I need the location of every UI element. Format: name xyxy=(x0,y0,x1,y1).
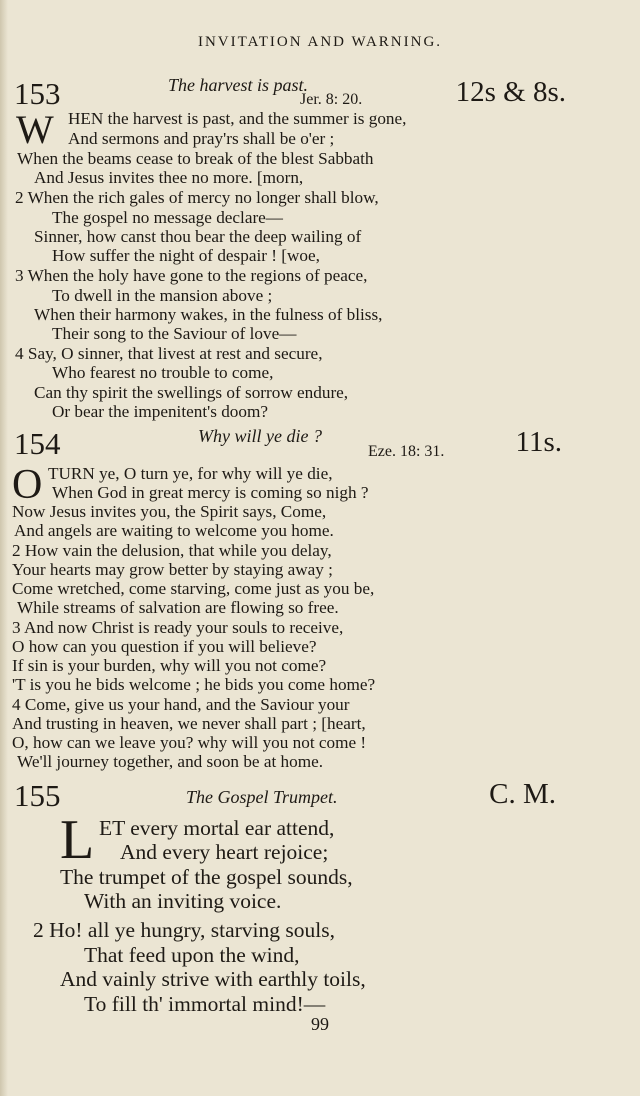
hymn-line: 2 How vain the delusion, that while you delay, xyxy=(12,541,332,560)
hymn-title: The Gospel Trumpet. xyxy=(186,787,338,807)
hymn-line: The gospel no message declare— xyxy=(52,208,283,227)
hymn-line: 'T is you he bids welcome ; he bids you come home? xyxy=(12,675,376,694)
hymn-line: 4 Say, O sinner, that livest at rest and secure, xyxy=(15,344,323,363)
hymn-line: With an inviting voice. xyxy=(84,889,282,913)
hymn-line: To fill th' immortal mind!— xyxy=(84,992,326,1016)
hymn-number: 154 xyxy=(14,426,61,461)
hymn-line: 3 When the holy have gone to the regions of peace, xyxy=(15,266,368,285)
drop-cap: W xyxy=(16,107,54,152)
hymn-line: When the beams cease to break of the blest Sabbath xyxy=(17,149,374,168)
hymn-line: O how can you question if you will believe? xyxy=(12,637,317,656)
hymn-line: While streams of salvation are flowing so free. xyxy=(17,598,339,617)
hymn-line: And trusting in heaven, we never shall part ; [heart, xyxy=(12,714,366,733)
hymn-line: How suffer the night of despair ! [woe, xyxy=(52,246,320,265)
hymn-line: ET every mortal ear attend, xyxy=(99,816,335,840)
hymn-line: Or bear the impenitent's doom? xyxy=(52,402,268,421)
drop-cap: L xyxy=(60,809,95,871)
hymn-line: Who fearest no trouble to come, xyxy=(52,363,274,382)
hymn-line: Now Jesus invites you, the Spirit says, Come, xyxy=(12,502,327,521)
page-gutter xyxy=(0,0,8,1096)
hymn-line: The trumpet of the gospel sounds, xyxy=(60,865,353,889)
section-header: INVITATION AND WARNING. xyxy=(197,34,443,50)
hymn-line: 4 Come, give us your hand, and the Saviour your xyxy=(12,695,350,714)
hymn-title: Why will ye die ? xyxy=(198,426,322,446)
hymn-line: We'll journey together, and soon be at home. xyxy=(17,752,324,771)
hymn-number: 155 xyxy=(14,778,61,813)
hymn-line: And angels are waiting to welcome you home. xyxy=(14,521,334,540)
hymn-line: Your hearts may grow better by staying away ; xyxy=(12,560,333,579)
hymn-line: Can thy spirit the swellings of sorrow endure, xyxy=(34,383,349,402)
hymn-line: Sinner, how canst thou bear the deep wailing of xyxy=(34,227,362,246)
drop-cap: O xyxy=(12,462,43,508)
page-number: 99 xyxy=(311,1014,329,1034)
hymn-number: 153 xyxy=(14,76,61,111)
hymn-line: When their harmony wakes, in the fulness of bliss, xyxy=(34,305,383,324)
hymn-line: And sermons and pray'rs shall be o'er ; xyxy=(68,129,335,148)
hymn-line: And every heart rejoice; xyxy=(120,840,329,864)
hymn-line: O, how can we leave you? why will you not come ! xyxy=(12,733,367,752)
hymn-line: TURN ye, O turn ye, for why will ye die, xyxy=(48,464,333,483)
hymn-line: 2 When the rich gales of mercy no longer shall blow, xyxy=(15,188,379,207)
hymn-meter: 12s & 8s. xyxy=(455,76,566,108)
hymn-meter: C. M. xyxy=(489,778,556,810)
hymn-line: When God in great mercy is coming so nigh ? xyxy=(52,483,369,502)
hymn-meter: 11s. xyxy=(515,426,562,458)
hymn-line: HEN the harvest is past, and the summer is gone, xyxy=(68,109,407,128)
hymn-line: And Jesus invites thee no more. [morn, xyxy=(34,168,304,187)
hymn-line: 3 And now Christ is ready your souls to receive, xyxy=(12,618,344,637)
hymn-line: 2 Ho! all ye hungry, starving souls, xyxy=(33,918,335,942)
hymn-line: If sin is your burden, why will you not come? xyxy=(12,656,327,675)
scripture-reference: Eze. 18: 31. xyxy=(368,443,445,460)
scripture-reference: Jer. 8: 20. xyxy=(300,91,363,108)
hymn-line: Their song to the Saviour of love— xyxy=(52,324,297,343)
hymn-line: To dwell in the mansion above ; xyxy=(52,286,273,305)
hymn-line: Come wretched, come starving, come just as you be, xyxy=(12,579,375,598)
hymn-line: That feed upon the wind, xyxy=(84,943,300,967)
hymn-title: The harvest is past. xyxy=(168,75,309,95)
hymn-line: And vainly strive with earthly toils, xyxy=(60,967,366,991)
